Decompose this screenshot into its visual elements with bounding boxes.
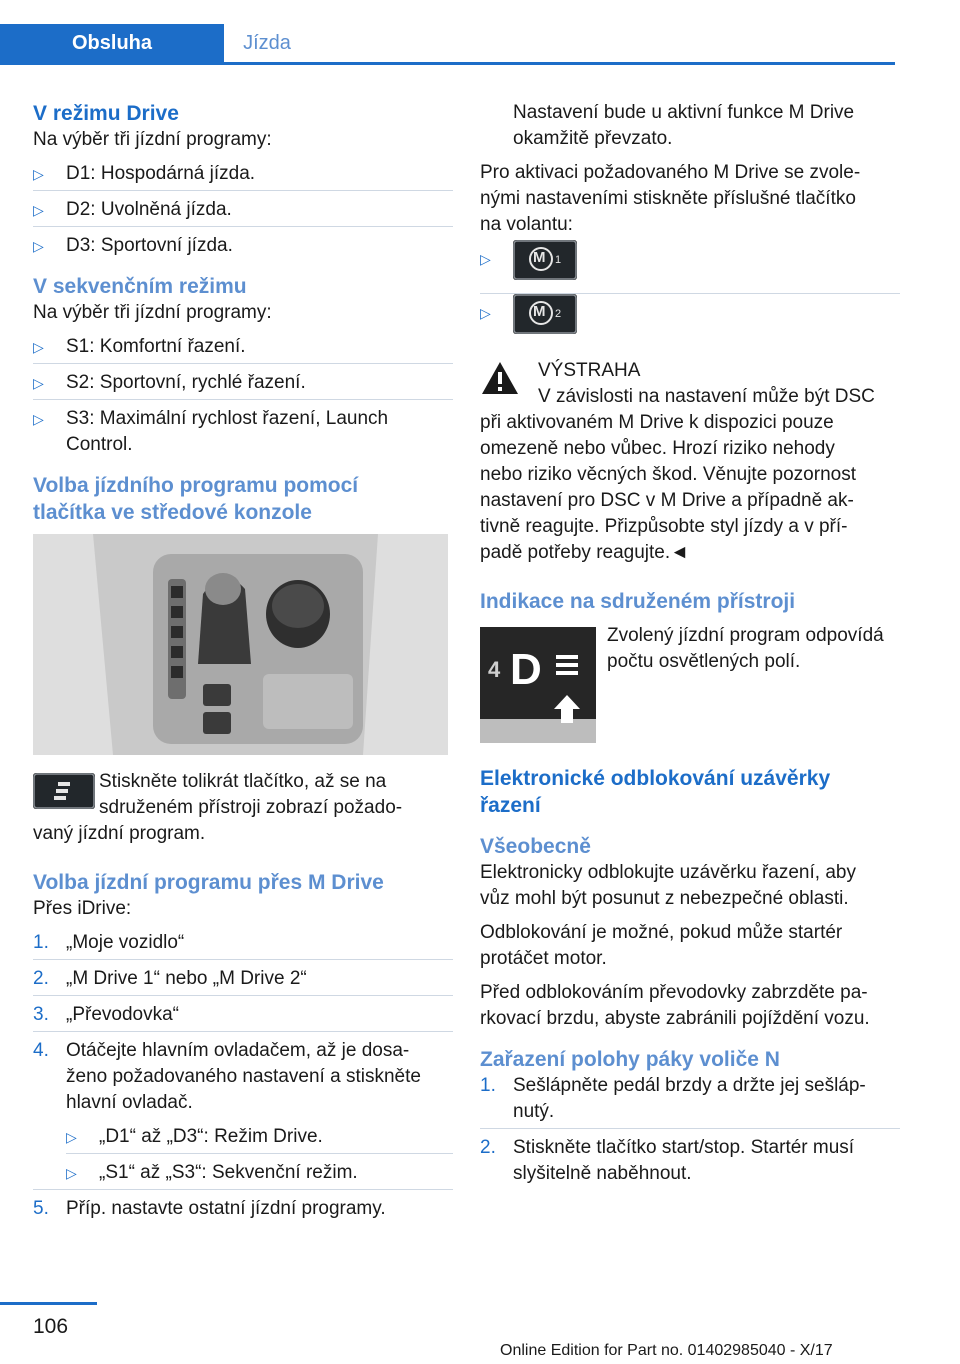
m2-button-icon: M 2 (513, 294, 577, 334)
list-item: 1. „Moje vozidlo“ (33, 932, 185, 953)
tab-jizda[interactable]: Jízda (224, 24, 310, 62)
warning-block: VÝSTRAHA V závislosti na nastavení může být DSC při aktivovaném M Drive k dispozici pouze omezeně nebo vůbec. Hrozí riziko nehody nebo riziko věcných škod. Věnujte pozornost nastavení pro DSC v M Drive a případně ak- tivně reagujte. Přizpůsobte styl jízdy a v pří- padě potřeby reagujte.◄ (480, 358, 900, 566)
m1-button-icon: M 1 (513, 240, 577, 280)
list-item: 3. „Převodovka“ (33, 1004, 179, 1025)
warning-title: VÝSTRAHA (538, 360, 641, 381)
heading-m-drive: Volba jízdní programu přes M Drive (33, 871, 384, 894)
list-item: ▷ S3: Maximální rychlost řazení, Launch Control. (33, 408, 389, 455)
heading-general: Všeobecně (480, 835, 591, 858)
warning-triangle-icon (480, 360, 520, 396)
cluster-gear: 4 (488, 657, 501, 682)
list-item: ▷ S1: Komfortní řazení. (33, 334, 453, 360)
list-item (480, 300, 900, 344)
intro-sequential: Na výběr tři jízdní programy: (33, 302, 272, 323)
triangle-bullet-icon: ▷ (33, 339, 44, 355)
center-console-illustration (33, 534, 448, 755)
triangle-bullet-icon: ▷ (480, 305, 491, 321)
list-item: 4. Otáčejte hlavním ovladačem, až je dosa- (33, 1040, 410, 1061)
cluster-indication: 4 D Zvolený jízdní program odpovídá počtu osvětlených polí. (480, 623, 900, 743)
triangle-bullet-icon: ▷ (33, 202, 44, 218)
tab-obsluha[interactable]: Obsluha (0, 24, 224, 62)
right-column: Nastavení bude u aktivní funkce M Drive okamžitě převzato. Pro aktivaci požadovaného M Drive se zvole- nými nastaveními stiskněte příslušné tlačítko na volantu: ▷ M 1 ▷ M 2 VÝSTRAHA V závislosti na nastavení může být DSC při aktivovaném M Drive k dispozici pouze omezeně nebo vůbec. Hrozí riziko nehody nebo riziko věcných škod. Věnujte pozornost nastavení pro DSC v M Drive a případně ak- tivně reagujte. Přizpůsobte styl jízdy a v pří- padě potřeby reagujte.◄ Indikace na sdruženém přístroji 4 D Zvolený jízdní program odpovídá počtu osvětlených polí. Elektronické odblokování uzávěrky řazení Všeobecně Elektronicky odblokujte uzávěrku řazení, aby vůz mohl být posunut z nebezpečné oblasti. Odblokování je možné, pokud může startér protáčet motor. Před odblokováním převodovky zabrzděte pa- rkovací brzdu, abyste zabránili pojíždění vozu. Zařazení polohy páky voliče N 1. Sešlápněte pedál brzdy a držte jej sešláp- nutý. 2. Stiskněte tlačítko start/stop. Startér musí slyšitelně naběhnout. (480, 100, 900, 1187)
triangle-bullet-icon: ▷ (33, 375, 44, 391)
heading-sequential-mode: V sekvenčním režimu (33, 275, 247, 298)
list-item: 2. Stiskněte tlačítko start/stop. Startér musí (480, 1137, 855, 1158)
center-console-photo (33, 534, 448, 755)
heading-console-button: Volba jízdního programu pomocí tlačítka ve středové konzole (33, 474, 359, 524)
triangle-bullet-icon: ▷ (33, 166, 44, 182)
intro-drive: Na výběr tři jízdní programy: (33, 129, 272, 150)
list-item: ▷ D1: Hospodárná jízda. (33, 161, 453, 187)
list-item: ▷ D2: Uvolněná jízda. (33, 197, 453, 223)
list-item: 2. „M Drive 1“ nebo „M Drive 2“ (33, 968, 307, 989)
heading-cluster-indication: Indikace na sdruženém přístroji (480, 590, 796, 613)
list-item: 1. Sešlápněte pedál brzdy a držte jej sešláp- (480, 1075, 866, 1096)
heading-electronic-unlock: Elektronické odblokování uzávěrky řazení (480, 767, 831, 817)
triangle-bullet-icon: ▷ (66, 1165, 77, 1181)
list-item: 5. Příp. nastavte ostatní jízdní programy. (33, 1198, 386, 1219)
header-tabs (0, 24, 895, 65)
cluster-mode: D (510, 645, 542, 694)
console-button-instruction: Stiskněte tolikrát tlačítko, až se na sdruženém přístroji zobrazí požado- vaný jízdní program. (33, 771, 403, 844)
list-item: ▷ D3: Sportovní jízda. (33, 233, 453, 259)
driving-program-button-icon (33, 773, 95, 809)
footer-edition: Online Edition for Part no. 01402985040 - X/17 (500, 1342, 833, 1359)
left-column: V režimu Drive Na výběr tři jízdní programy: ▷ D1: Hospodárná jízda. ▷ D2: Uvolněná jízda. ▷ D3: Sportovní jízda. V sekvenčním režimu Na výběr tři jízdní programy: ▷ S1: Komfortní řazení. ▷ S2: Sportovní, rychlé řazení. ▷ S3: Maximální rychlost řazení, Launch Control. Volba jízdního programu pomocí tlačítka ve středové konzole Stiskněte tolikrát tlačítko, až se na sdruženém přístroji zobrazí požado- vaný jízdní program. Volba jízdní programu přes M Drive Přes iDrive: 1. „Moje vozidlo“ 2. „M Drive 1“ nebo „M Drive 2“ 3. „Převodovka“ 4. Otáčejte hlavním ovladačem, až je dosa- ženo požadovaného nastavení a stiskněte hlavní ovladač. ▷ „D1“ až „D3“: Režim Drive. ▷ „S1“ až „S3“: Sekvenční režim. 5. Příp. nastavte ostatní jízdní programy. (33, 100, 453, 1222)
triangle-bullet-icon: ▷ (33, 238, 44, 254)
list-item: ▷ S2: Sportovní, rychlé řazení. (33, 370, 453, 396)
triangle-bullet-icon: ▷ (33, 411, 44, 427)
list-item (480, 246, 900, 290)
list-item: ▷ „S1“ až „S3“: Sekvenční režim. (66, 1160, 453, 1186)
intro-idrive: Přes iDrive: (33, 898, 132, 919)
page-number: 106 (33, 1315, 69, 1338)
list-item: ▷ „D1“ až „D3“: Režim Drive. (66, 1124, 453, 1150)
triangle-bullet-icon: ▷ (66, 1129, 77, 1145)
footer-rule (0, 1302, 97, 1305)
instrument-cluster-image (480, 627, 596, 743)
heading-drive-mode: V režimu Drive (33, 102, 179, 125)
triangle-bullet-icon: ▷ (480, 251, 491, 267)
heading-selector-n: Zařazení polohy páky voliče N (480, 1048, 780, 1071)
